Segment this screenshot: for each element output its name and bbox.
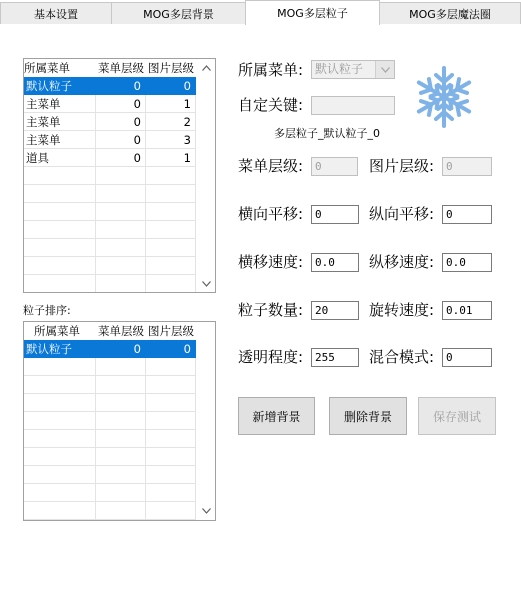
cell-menu: 道具: [24, 149, 96, 167]
cell-menu: [24, 430, 96, 448]
cell-menu-level: 0: [96, 113, 146, 131]
v-offset-field[interactable]: 0: [442, 205, 492, 224]
column-header-menu-level[interactable]: 菜单层级: [98, 61, 144, 75]
cell-image-level: [146, 466, 196, 484]
menu-level-label: 菜单层级:: [238, 157, 304, 175]
save-test-button[interactable]: 保存测试: [418, 397, 496, 435]
empty-row: [24, 466, 196, 484]
cell-menu-level: [96, 257, 146, 275]
cell-menu: [24, 358, 96, 376]
custom-key-field[interactable]: [311, 96, 395, 115]
cell-menu: [24, 203, 96, 221]
list-item[interactable]: [24, 95, 196, 113]
blend-mode-label: 混合模式:: [369, 348, 435, 366]
cell-image-level: 0: [146, 340, 196, 358]
cell-menu-level: [96, 394, 146, 412]
cell-menu-level: 0: [96, 131, 146, 149]
cell-menu-level: [96, 412, 146, 430]
cell-menu: [24, 185, 96, 203]
image-level-label: 图片层级:: [369, 157, 435, 175]
menu-label: 所属菜单:: [238, 61, 304, 79]
empty-row: [24, 203, 196, 221]
cell-menu: [24, 466, 96, 484]
cell-image-level: [146, 221, 196, 239]
empty-row: [24, 185, 196, 203]
rotate-speed-field[interactable]: 0.01: [442, 301, 492, 320]
scroll-down-arrow[interactable]: [198, 502, 215, 519]
cell-menu-level: 0: [96, 340, 146, 358]
empty-row: [24, 275, 196, 293]
cell-image-level: [146, 394, 196, 412]
delete-background-button[interactable]: 删除背景: [329, 397, 407, 435]
cell-menu: [24, 412, 96, 430]
sort-list-scrollbar[interactable]: [198, 502, 215, 520]
cell-menu-level: [96, 275, 146, 293]
cell-image-level: [146, 167, 196, 185]
cell-menu: [24, 502, 96, 520]
particle-list-header: [24, 59, 196, 77]
tab-mog-particles[interactable]: MOG多层粒子: [245, 0, 380, 25]
cell-menu: [24, 484, 96, 502]
key-preview-text: 多层粒子_默认粒子_0: [274, 127, 380, 140]
cell-image-level: [146, 275, 196, 293]
list-item[interactable]: [24, 149, 196, 167]
column-header-menu[interactable]: 所属菜单: [24, 61, 70, 75]
custom-key-label: 自定关键:: [238, 96, 304, 114]
list-item[interactable]: [24, 340, 196, 358]
cell-menu-level: [96, 185, 146, 203]
cell-menu: 默认粒子: [24, 77, 96, 95]
menu-select[interactable]: [311, 60, 395, 79]
list-item[interactable]: [24, 113, 196, 131]
h-speed-label: 横移速度:: [238, 253, 304, 271]
cell-image-level: [146, 502, 196, 520]
cell-image-level: 0: [146, 77, 196, 95]
cell-menu-level: [96, 203, 146, 221]
cell-menu-level: [96, 502, 146, 520]
tab-mog-background[interactable]: MOG多层背景: [111, 2, 246, 24]
blend-mode-field[interactable]: 0: [442, 348, 492, 367]
h-offset-label: 横向平移:: [238, 205, 304, 223]
cell-image-level: 2: [146, 113, 196, 131]
cell-menu-level: [96, 376, 146, 394]
empty-row: [24, 358, 196, 376]
tab-basic-settings[interactable]: 基本设置: [0, 2, 112, 24]
rotate-speed-label: 旋转速度:: [369, 301, 435, 319]
cell-menu: [24, 167, 96, 185]
column-header-menu[interactable]: 所属菜单: [34, 324, 80, 338]
cell-menu-level: [96, 448, 146, 466]
empty-row: [24, 412, 196, 430]
empty-row: [24, 257, 196, 275]
column-header-menu-level[interactable]: 菜单层级: [98, 324, 144, 338]
cell-menu-level: 0: [96, 77, 146, 95]
sort-caption: 粒子排序:: [23, 304, 71, 317]
h-speed-field[interactable]: 0.0: [311, 253, 359, 272]
h-offset-field[interactable]: 0: [311, 205, 359, 224]
cell-menu: 主菜单: [24, 95, 96, 113]
cell-menu-level: 0: [96, 95, 146, 113]
cell-image-level: 1: [146, 149, 196, 167]
cell-image-level: [146, 376, 196, 394]
cell-image-level: [146, 257, 196, 275]
empty-row: [24, 376, 196, 394]
cell-menu-level: [96, 167, 146, 185]
cell-menu-level: [96, 221, 146, 239]
cell-image-level: 1: [146, 95, 196, 113]
menu-select-value: 默认粒子: [315, 62, 364, 76]
cell-menu: 默认粒子: [24, 340, 96, 358]
cell-menu-level: [96, 358, 146, 376]
cell-image-level: [146, 239, 196, 257]
v-speed-field[interactable]: 0.0: [442, 253, 492, 272]
opacity-label: 透明程度:: [238, 348, 304, 366]
column-header-image-level[interactable]: 图片层级: [148, 324, 194, 338]
tab-mog-magic-circle[interactable]: MOG多层魔法圈: [379, 2, 521, 24]
opacity-field[interactable]: 255: [311, 348, 359, 367]
scroll-down-arrow[interactable]: [198, 275, 215, 292]
cell-image-level: 3: [146, 131, 196, 149]
cell-menu: [24, 448, 96, 466]
cell-menu: [24, 376, 96, 394]
empty-row: [24, 394, 196, 412]
particle-count-field[interactable]: 20: [311, 301, 359, 320]
list-item[interactable]: [24, 131, 196, 149]
tab-strip: [0, 0, 521, 24]
image-level-field[interactable]: 0: [442, 157, 492, 176]
cell-image-level: [146, 203, 196, 221]
particle-settings-panel: [0, 24, 521, 592]
cell-menu: 主菜单: [24, 113, 96, 131]
empty-row: [24, 239, 196, 257]
cell-menu-level: [96, 484, 146, 502]
empty-row: [24, 221, 196, 239]
cell-menu-level: [96, 466, 146, 484]
menu-level-field[interactable]: 0: [311, 157, 358, 176]
empty-row: [24, 430, 196, 448]
cell-menu: [24, 257, 96, 275]
cell-menu: 主菜单: [24, 131, 96, 149]
cell-image-level: [146, 358, 196, 376]
cell-menu: [24, 394, 96, 412]
cell-image-level: [146, 412, 196, 430]
particle-count-label: 粒子数量:: [238, 301, 304, 319]
empty-row: [24, 502, 196, 520]
chevron-down-icon[interactable]: [375, 61, 394, 78]
cell-menu: [24, 275, 96, 293]
particle-list-scrollbar[interactable]: [198, 59, 215, 292]
scroll-up-arrow[interactable]: [198, 59, 215, 76]
add-background-button[interactable]: 新增背景: [238, 397, 315, 435]
snowflake-icon: [414, 64, 474, 130]
list-item[interactable]: [24, 77, 196, 95]
cell-menu: [24, 239, 96, 257]
cell-image-level: [146, 185, 196, 203]
cell-image-level: [146, 430, 196, 448]
sort-list-header: [24, 322, 196, 340]
column-header-image-level[interactable]: 图片层级: [148, 61, 194, 75]
empty-row: [24, 484, 196, 502]
particle-sort-list[interactable]: [23, 321, 216, 521]
cell-menu-level: [96, 430, 146, 448]
empty-row: [24, 167, 196, 185]
v-speed-label: 纵移速度:: [369, 253, 435, 271]
empty-row: [24, 448, 196, 466]
cell-menu-level: [96, 239, 146, 257]
cell-image-level: [146, 448, 196, 466]
particle-list[interactable]: [23, 58, 216, 293]
cell-menu: [24, 221, 96, 239]
cell-image-level: [146, 484, 196, 502]
cell-menu-level: 0: [96, 149, 146, 167]
v-offset-label: 纵向平移:: [369, 205, 435, 223]
